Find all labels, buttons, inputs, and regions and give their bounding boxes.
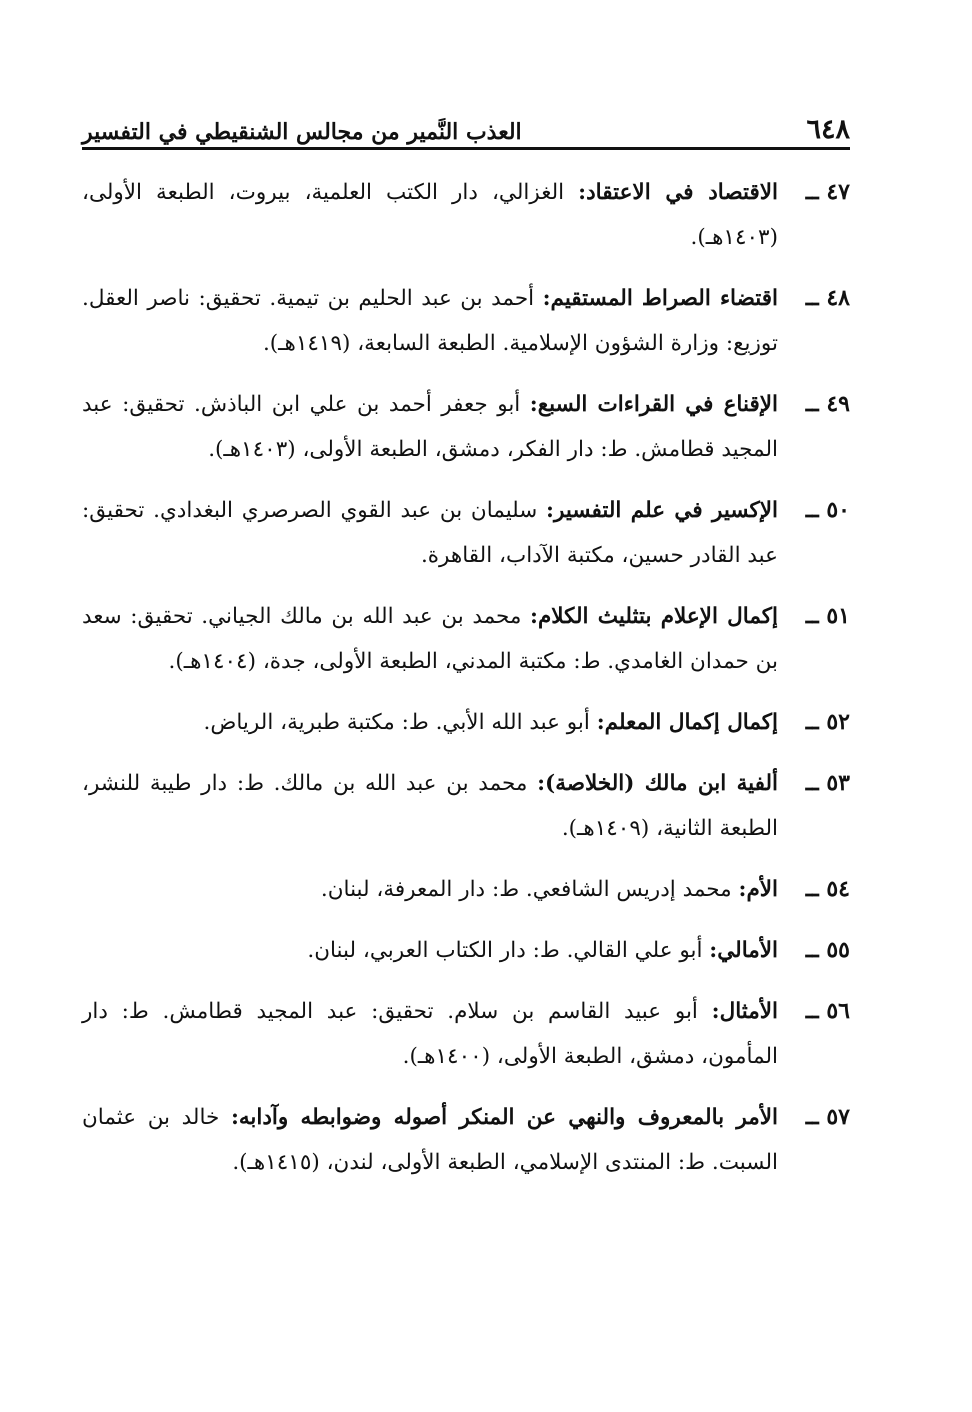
bibliography-list bbox=[82, 170, 850, 1201]
entry-details: محمد إدريس الشافعي. ط: دار المعرفة، لبنان. bbox=[320, 877, 739, 902]
entry-text bbox=[82, 276, 778, 366]
entry-text bbox=[82, 928, 778, 973]
entry-title: الاقتصاد في الاعتقاد: bbox=[578, 180, 778, 205]
entry-title: اقتضاء الصراط المستقيم: bbox=[542, 286, 778, 311]
entry-number: ٥٦ ــ bbox=[805, 998, 850, 1024]
entry-title: إكمال الإعلام بتثليث الكلام: bbox=[530, 604, 778, 629]
bibliography-entry bbox=[82, 989, 850, 1079]
bibliography-entry bbox=[82, 761, 850, 851]
entry-details: محمد بن عبد الله بن مالك الجياني. تحقيق: سعد بن حمدان الغامدي. ط: مكتبة المدني، الطبعة الأولى، جدة، (١٤٠٤هـ). bbox=[82, 604, 778, 674]
bibliography-entry bbox=[82, 382, 850, 472]
entry-number: ٥٤ ــ bbox=[805, 876, 850, 902]
entry-number: ٥٧ ــ bbox=[805, 1104, 850, 1130]
entry-details: أبو عبد الله الأبي. ط: مكتبة طبرية، الرياض. bbox=[203, 710, 597, 735]
bibliography-entry bbox=[82, 867, 850, 912]
entry-text bbox=[82, 700, 778, 745]
entry-details: أبو جعفر أحمد بن علي ابن الباذش. تحقيق: عبد المجيد قطامش. ط: دار الفكر، دمشق، الطبعة الأولى، (١٤٠٣هـ). bbox=[82, 392, 778, 462]
entry-details: أبو علي القالي. ط: دار الكتاب العربي، لبنان. bbox=[307, 938, 710, 963]
running-title: العذب النَّمير من مجالس الشنقيطي في التفسير bbox=[82, 119, 522, 145]
entry-details: محمد بن عبد الله بن مالك. ط: دار طيبة للنشر، الطبعة الثانية، (١٤٠٩هـ). bbox=[82, 771, 778, 841]
entry-number: ٥٥ ــ bbox=[805, 937, 850, 963]
entry-number: ٤٨ ــ bbox=[805, 285, 850, 311]
entry-text bbox=[82, 170, 778, 260]
entry-number: ٥٢ ــ bbox=[805, 709, 850, 735]
bibliography-entry bbox=[82, 170, 850, 260]
entry-title: الأمالي: bbox=[709, 938, 778, 963]
entry-title: الأمثال: bbox=[711, 999, 778, 1024]
entry-details: الغزالي، دار الكتب العلمية، بيروت، الطبعة الأولى، (١٤٠٣هـ). bbox=[82, 180, 778, 250]
entry-number: ٥٠ ــ bbox=[805, 497, 850, 523]
entry-title: الإكسير في علم التفسير: bbox=[546, 498, 778, 523]
entry-title: الأمر بالمعروف والنهي عن المنكر أصوله وضوابطه وآدابه: bbox=[230, 1105, 778, 1130]
bibliography-entry bbox=[82, 928, 850, 973]
entry-number: ٥١ ــ bbox=[805, 603, 850, 629]
entry-text bbox=[82, 594, 778, 684]
entry-text bbox=[82, 382, 778, 472]
running-header bbox=[82, 106, 850, 150]
bibliography-entry bbox=[82, 700, 850, 745]
bibliography-entry bbox=[82, 1095, 850, 1185]
entry-details: أحمد بن عبد الحليم بن تيمية. تحقيق: ناصر العقل. توزيع: وزارة الشؤون الإسلامية. الطبعة السابعة، (١٤١٩هـ). bbox=[82, 286, 778, 356]
bibliography-entry bbox=[82, 488, 850, 578]
entry-title: ألفية ابن مالك (الخلاصة): bbox=[537, 771, 778, 796]
entry-text bbox=[82, 1095, 778, 1185]
entry-text bbox=[82, 488, 778, 578]
page-number: ٦٤٨ bbox=[806, 114, 850, 145]
bibliography-entry bbox=[82, 276, 850, 366]
entry-number: ٥٣ ــ bbox=[805, 770, 850, 796]
entry-details: سليمان بن عبد القوي الصرصري البغدادي. تحقيق: عبد القادر حسين، مكتبة الآداب، القاهرة. bbox=[82, 498, 778, 568]
entry-title: الإقناع في القراءات السبع: bbox=[529, 392, 778, 417]
entry-number: ٤٧ ــ bbox=[805, 179, 850, 205]
entry-text bbox=[82, 867, 778, 912]
entry-title: إكمال إكمال المعلم: bbox=[596, 710, 778, 735]
entry-text bbox=[82, 989, 778, 1079]
bibliography-entry bbox=[82, 594, 850, 684]
entry-details: خالد بن عثمان السبت. ط: المنتدى الإسلامي، الطبعة الأولى، لندن، (١٤١٥هـ). bbox=[82, 1105, 778, 1175]
entry-number: ٤٩ ــ bbox=[805, 391, 850, 417]
entry-title: الأم: bbox=[738, 877, 778, 902]
entry-text bbox=[82, 761, 778, 851]
entry-details: أبو عبيد القاسم بن سلام. تحقيق: عبد المجيد قطامش. ط: دار المأمون، دمشق، الطبعة الأولى، (١٤٠٠هـ). bbox=[82, 999, 778, 1069]
